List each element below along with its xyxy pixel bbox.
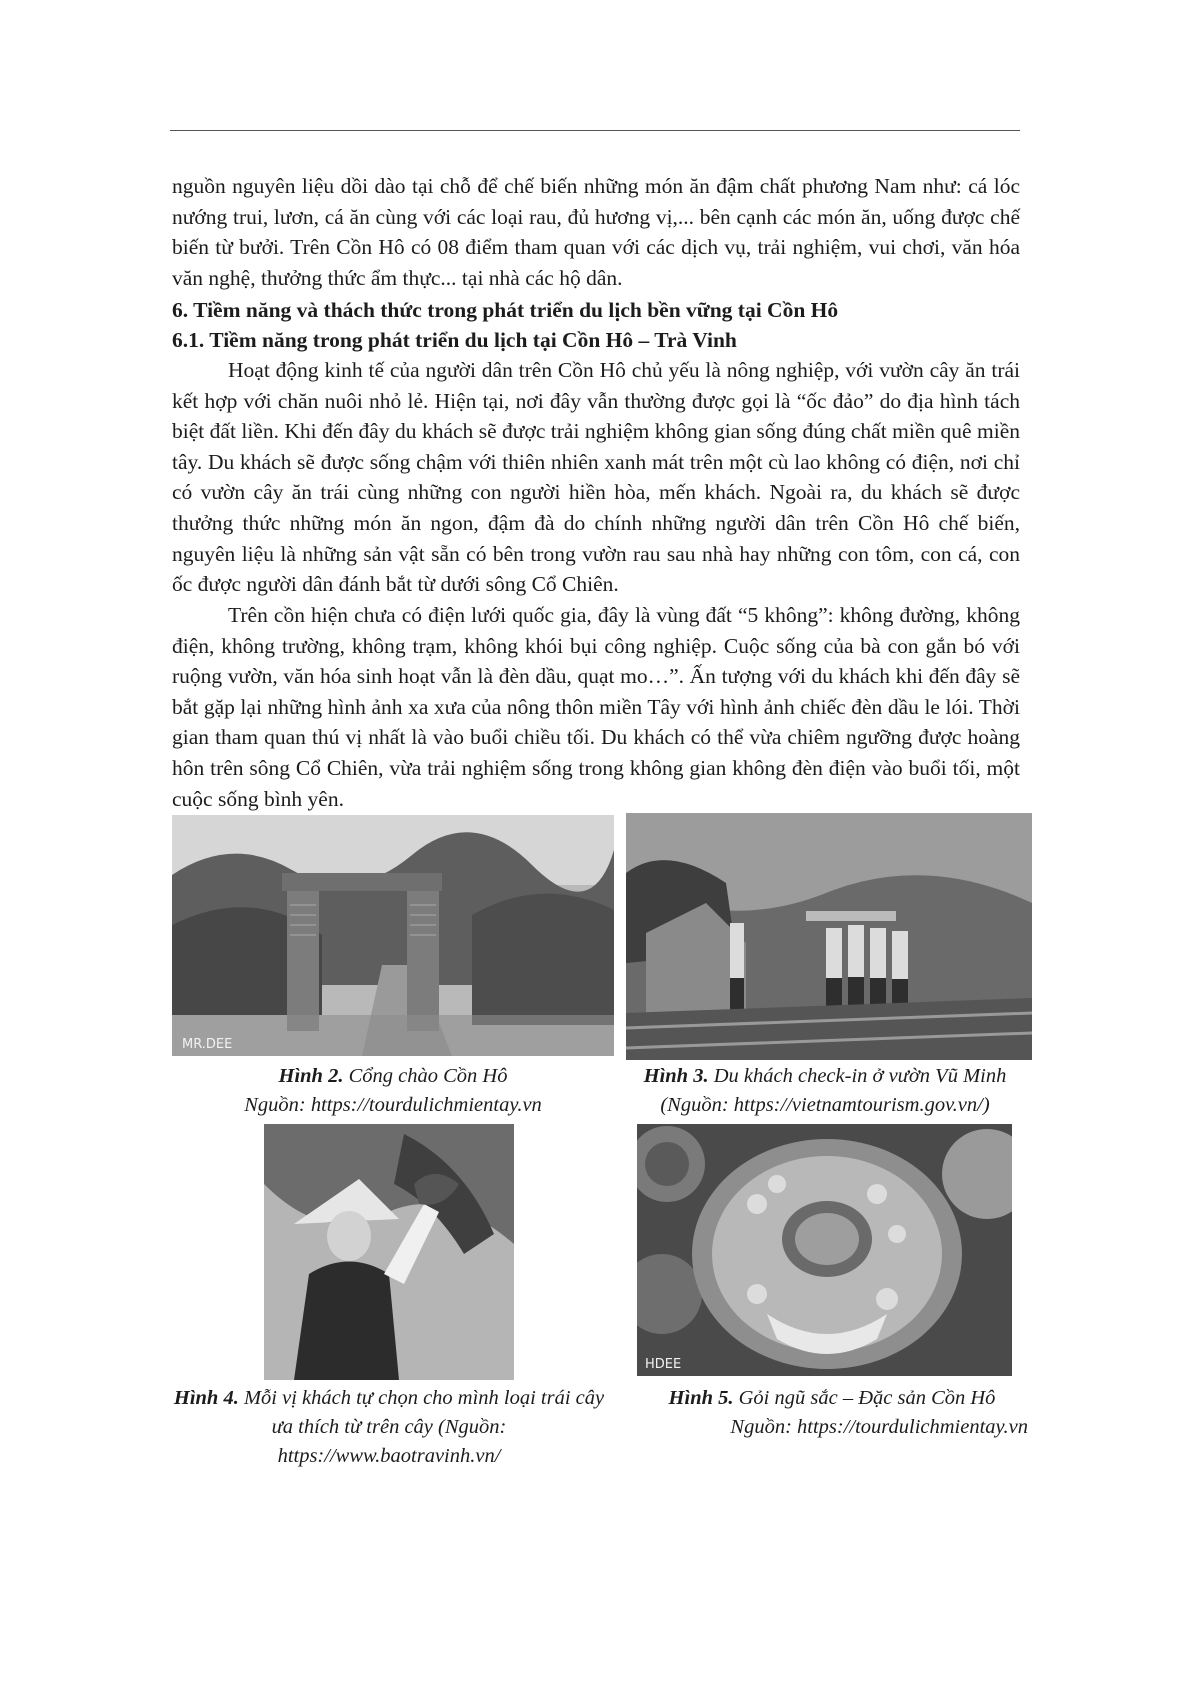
figure-2-caption bbox=[172, 1062, 614, 1120]
figure-3-caption bbox=[622, 1062, 1028, 1120]
figure-2-label: Hình 2. bbox=[278, 1065, 344, 1087]
figure-5-salad-photo bbox=[637, 1124, 1012, 1376]
figure-5-caption bbox=[636, 1384, 1028, 1442]
figure-2-source: Nguồn: https://tourdulichmientay.vn bbox=[244, 1094, 542, 1116]
figure-5-label: Hình 5. bbox=[668, 1387, 734, 1409]
figure-4-label: Hình 4. bbox=[173, 1387, 239, 1409]
section-heading-6-1: 6.1. Tiềm năng trong phát triển du lịch tại Cồn Hô – Trà Vinh bbox=[172, 328, 737, 352]
figure-5-watermark: HDEE bbox=[645, 1357, 682, 1372]
figure-2-watermark: MR.DEE bbox=[182, 1037, 233, 1052]
header-rule bbox=[170, 130, 1020, 131]
figure-2-title: Cổng chào Cồn Hô bbox=[343, 1065, 508, 1087]
figure-5-source: Nguồn: https://tourdulichmientay.vn bbox=[730, 1416, 1028, 1438]
paragraph-five-no: Trên cồn hiện chưa có điện lưới quốc gia, đây là vùng đất “5 không”: không đường, không điện, không trường, không trạm, không khói bụi công nghiệp. Cuộc sống của bà con gắn bó với ruộng vườn, văn hóa sinh hoạt vẫn là đèn dầu, quạt mo…”. Ấn tượng với du khách khi đến đây sẽ bắt gặp lại những hình ảnh xa xưa của nông thôn miền Tây với hình ảnh chiếc đèn dầu le lói. Thời gian tham quan thú vị nhất là vào buổi chiều tối. Du khách có thể vừa chiêm ngưỡng được hoàng hôn trên sông Cổ Chiên, vừa trải nghiệm sống trong không gian không đèn điện vào buổi tối, một cuộc sống bình yên. bbox=[172, 603, 1020, 811]
paragraph-intro: nguồn nguyên liệu dồi dào tại chỗ để chế biến những món ăn đậm chất phương Nam như: cá lóc nướng trui, lươn, cá ăn cùng với các loại rau, đủ hương vị,... bên cạnh các món ăn, uống được chế biến từ bưởi. Trên Cồn Hô có 08 điểm tham quan với các dịch vụ, trải nghiệm, vui chơi, văn hóa văn nghệ, thưởng thức ẩm thực... tại nhà các hộ dân. bbox=[172, 174, 1020, 290]
figure-5-title: Gỏi ngũ sắc – Đặc sản Cồn Hô bbox=[733, 1387, 996, 1409]
figure-4-caption bbox=[172, 1384, 606, 1471]
paragraph-economy: Hoạt động kinh tế của người dân trên Cồn Hô chủ yếu là nông nghiệp, với vườn cây ăn trái kết hợp với chăn nuôi nhỏ lẻ. Hiện tại, nơi đây vẫn thường được gọi là “ốc đảo” do địa hình tách biệt đất liền. Khi đến đây du khách sẽ được trải nghiệm không gian sống đúng chất miền quê miền tây. Du khách sẽ được sống chậm với thiên nhiên xanh mát trên một cù lao không có điện, nơi chỉ có vườn cây ăn trái cùng những con người hiền hòa, mến khách. Ngoài ra, du khách sẽ được thưởng thức những món ăn ngon, đậm đà do chính những người dân trên Cồn Hô chế biến, nguyên liệu là những sản vật sẵn có bên trong vườn rau sau nhà hay những con tôm, con cá, con ốc được người dân đánh bắt từ dưới sông Cổ Chiên. bbox=[172, 358, 1020, 597]
figure-4-fruit-picking-photo bbox=[264, 1124, 514, 1380]
figure-2-gate-photo bbox=[172, 815, 614, 1056]
figure-3-source: (Nguồn: https://vietnamtourism.gov.vn/) bbox=[660, 1094, 990, 1116]
figure-3-checkin-photo bbox=[626, 813, 1032, 1060]
figure-3-title: Du khách check-in ở vườn Vũ Minh bbox=[708, 1065, 1007, 1087]
section-heading-6: 6. Tiềm năng và thách thức trong phát triển du lịch bền vững tại Cồn Hô bbox=[172, 298, 839, 322]
figure-4-title: Mỗi vị khách tự chọn cho mình loại trái cây ưa thích từ trên cây (Nguồn: https://www.baotravinh.vn/ bbox=[238, 1387, 605, 1467]
figure-3-label: Hình 3. bbox=[643, 1065, 709, 1087]
